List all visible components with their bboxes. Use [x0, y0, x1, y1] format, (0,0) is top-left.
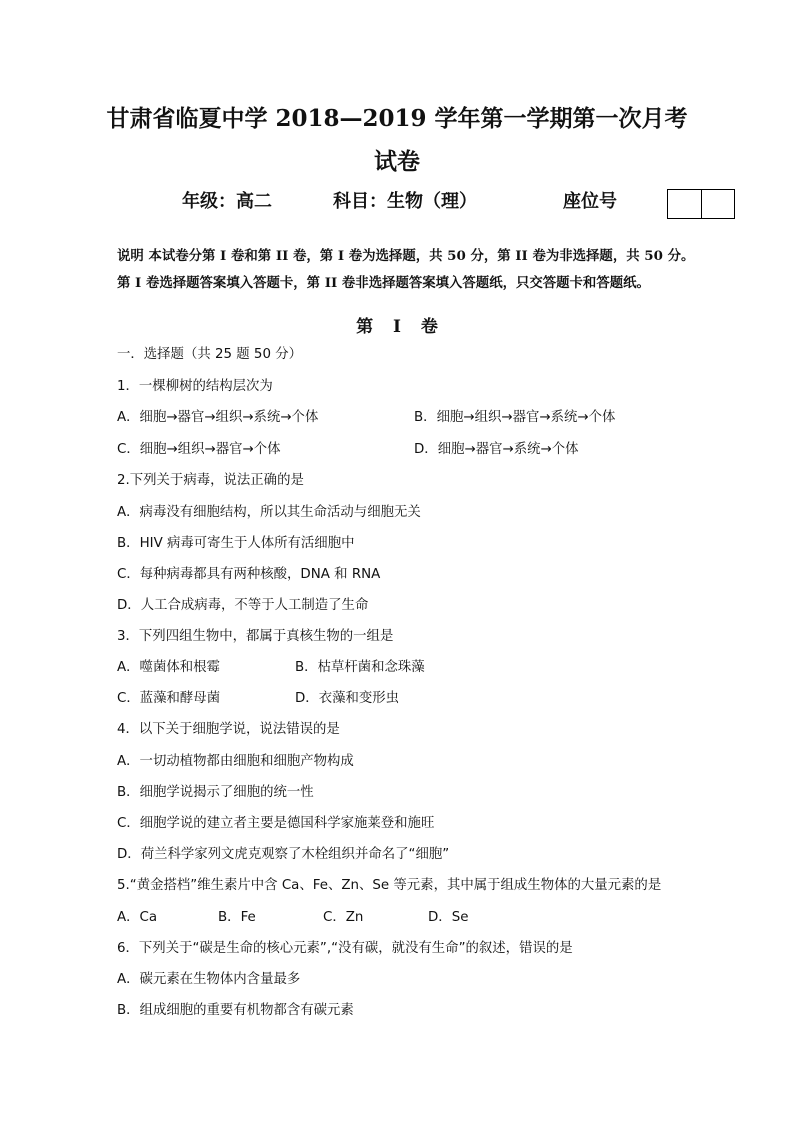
option: D．人工合成病毒，不等于人工制造了生命 — [117, 598, 369, 613]
option: C．细胞→组织→器官→个体 — [117, 442, 281, 457]
option: D．荷兰科学家列文虎克观察了木栓组织并命名了“细胞” — [117, 847, 450, 862]
volume-title: 第 I 卷 — [356, 317, 438, 337]
option: B．组成细胞的重要有机物都含有碳元素 — [117, 1003, 354, 1018]
instructions-line1: 说明 本试卷分第 I 卷和第 II 卷，第 I 卷为选择题，共 50 分，第 II 卷为非选择题，共 50 分。 — [117, 248, 695, 264]
option: A．Ca — [117, 910, 158, 925]
option: A．细胞→器官→组织→系统→个体 — [117, 410, 319, 425]
question-stem: 4．以下关于细胞学说，说法错误的是 — [117, 722, 340, 737]
section-title: 一．选择题（共 25 题 50 分） — [117, 347, 303, 362]
question-stem: 2.下列关于病毒，说法正确的是 — [117, 473, 304, 488]
exam-title-line2: 试卷 — [374, 148, 420, 175]
seat-label: 座位号 — [563, 191, 617, 212]
option: B．枯草杆菌和念珠藻 — [295, 660, 425, 675]
subject-label: 科目：生物（理） — [333, 191, 477, 212]
instructions-line2: 第 I 卷选择题答案填入答题卡，第 II 卷非选择题答案填入答题纸，只交答题卡和答题纸。 — [117, 275, 650, 291]
option: C．Zn — [323, 910, 364, 925]
question-stem: 3．下列四组生物中，都属于真核生物的一组是 — [117, 629, 394, 644]
option: C．蓝藻和酵母菌 — [117, 691, 221, 706]
option: B．细胞学说揭示了细胞的统一性 — [117, 785, 314, 800]
question-stem: 6．下列关于“碳是生命的核心元素”,“没有碳，就没有生命”的叙述，错误的是 — [117, 941, 573, 956]
option: A．一切动植物都由细胞和细胞产物构成 — [117, 754, 354, 769]
seat-cell — [668, 190, 701, 218]
question-stem: 5.“黄金搭档”维生素片中含 Ca、Fe、Zn、Se 等元素，其中属于组成生物体的大量元素的是 — [117, 878, 662, 893]
option: B．细胞→组织→器官→系统→个体 — [414, 410, 616, 425]
option: A．噬菌体和根霉 — [117, 660, 220, 675]
option: D．细胞→器官→系统→个体 — [414, 442, 579, 457]
seat-number-box — [667, 189, 735, 219]
grade-label: 年级：高二 — [182, 191, 272, 212]
option: A．病毒没有细胞结构，所以其生命活动与细胞无关 — [117, 505, 421, 520]
option: D．Se — [428, 910, 469, 925]
option: A．碳元素在生物体内含量最多 — [117, 972, 301, 987]
option: C．每种病毒都具有两种核酸，DNA 和 RNA — [117, 567, 381, 582]
option: C．细胞学说的建立者主要是德国科学家施莱登和施旺 — [117, 816, 435, 831]
option: D．衣藻和变形虫 — [295, 691, 400, 706]
seat-cell — [701, 190, 735, 218]
question-stem: 1．一棵柳树的结构层次为 — [117, 379, 273, 394]
option: B．HIV 病毒可寄生于人体所有活细胞中 — [117, 536, 355, 551]
option: B．Fe — [218, 910, 256, 925]
exam-title-line1: 甘肃省临夏中学 2018—2019 学年第一学期第一次月考 — [106, 105, 688, 132]
